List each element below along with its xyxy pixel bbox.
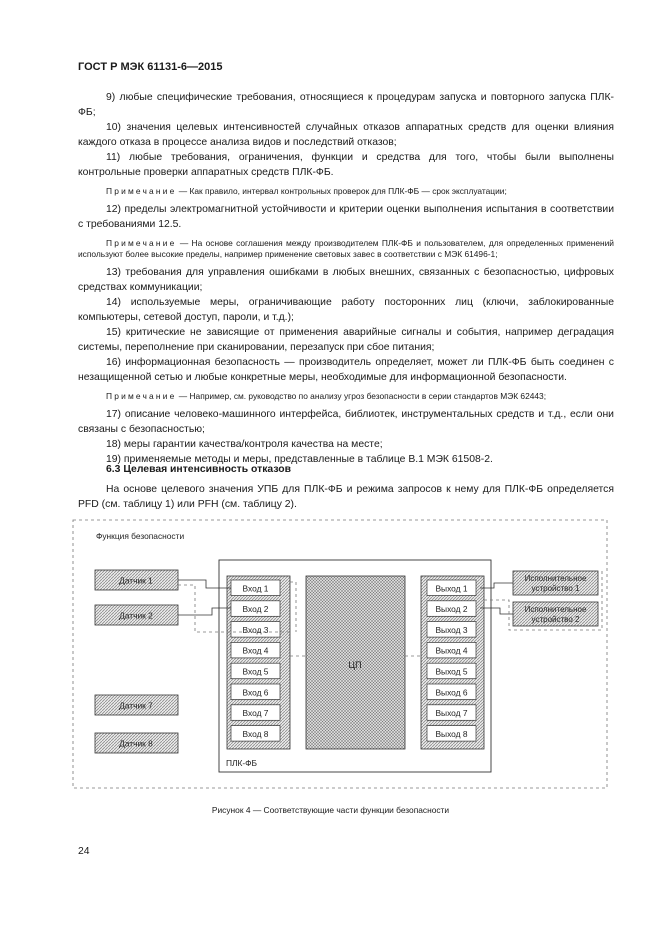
input-slot-2-label: Вход 2 — [242, 604, 269, 615]
note-label: Примечание — [106, 391, 177, 401]
input-slot-1-label: Вход 1 — [242, 583, 269, 594]
cpu-label: ЦП — [348, 660, 362, 670]
output-slot-3-label: Выход 3 — [435, 624, 468, 635]
document-code: ГОСТ Р МЭК 61131-6—2015 — [78, 61, 223, 73]
input-slot-4-label: Вход 4 — [242, 645, 269, 656]
section-title: 6.3 Целевая интенсивность отказов — [106, 464, 291, 475]
input-slot-3-label: Вход 3 — [242, 624, 269, 635]
list-item-9: 9) любые специфические требования, относящиеся к процедурам запуска и повторного запуска ПЛК-ФБ; — [78, 92, 614, 118]
input-slot-7-label: Вход 7 — [242, 708, 269, 719]
list-item-13: 13) требования для управления ошибками в любых внешних, связанных с безопасностью, цифровых средствах коммуникации; — [78, 267, 614, 293]
input-slot-6-label: Вход 6 — [242, 687, 269, 698]
list-item-12: 12) пределы электромагнитной устойчивости и критерии оценки выполнения испытания в соответствии с требованиями 12.5. — [78, 204, 614, 230]
note-label: Примечание — [106, 238, 177, 248]
output-slot-8-label: Выход 8 — [435, 728, 468, 739]
section-intro: На основе целевого значения УПБ для ПЛК-ФБ и режима запросов к нему для ПЛК-ФБ определяется PFD (см. таблицу 1) или PFH (см. таблицу 2). — [78, 484, 614, 510]
sensor-7-label: Датчик 7 — [119, 700, 153, 711]
sensor-8-label: Датчик 8 — [119, 738, 153, 749]
output-slot-2-label: Выход 2 — [435, 604, 468, 615]
output-slot-4-label: Выход 4 — [435, 645, 468, 656]
plc-label: ПЛК-ФБ — [226, 758, 258, 768]
actuator-2-line1: Исполнительное — [524, 605, 587, 614]
list-item-19: 19) применяемые методы и меры, представленные в таблице В.1 МЭК 61508-2. — [106, 454, 493, 465]
sensor-1-label: Датчик 1 — [119, 575, 153, 586]
output-slot-6-label: Выход 6 — [435, 687, 468, 698]
list-item-10: 10) значения целевых интенсивностей случайных отказов аппаратных средств для оценки влияния каждого отказа в процессе анализа видов и последствий отказов; — [78, 122, 614, 148]
output-slot-7-label: Выход 7 — [435, 708, 468, 719]
list-item-17: 17) описание человеко-машинного интерфейса, библиотек, инструментальных средств и т.д., если они связаны с безопасностью; — [78, 409, 614, 435]
note-label: Примечание — [106, 186, 177, 196]
sensor-2-label: Датчик 2 — [119, 610, 153, 621]
actuator-1-line2: устройство 1 — [531, 584, 580, 593]
list-item-16: 16) информационная безопасность — производитель определяет, может ли ПЛК-ФБ быть соединен с незащищенной сетью и любые конкретные меры, необходимые для информационной безопасности. — [78, 357, 614, 383]
note-text: — Например, см. руководство по анализу угроз безопасности в серии стандартов МЭК 62443; — [176, 391, 547, 401]
list-item-15: 15) критические не зависящие от применения аварийные сигналы и события, например деградация системы, переполнение при сканировании, перезапуск при сбое питания; — [78, 327, 614, 353]
note-text: — Как правило, интервал контрольных проверок для ПЛК-ФБ — срок эксплуатации; — [176, 186, 507, 196]
output-slot-1-label: Выход 1 — [435, 583, 468, 594]
figure-caption: Рисунок 4 — Соответствующие части функции безопасности — [211, 805, 450, 815]
output-slot-5-label: Выход 5 — [435, 666, 468, 677]
list-item-11: 11) любые требования, ограничения, функции и средства для того, чтобы были выполнены контрольные проверки аппаратных средств ПЛК-ФБ. — [78, 152, 614, 178]
page-number: 24 — [78, 846, 90, 857]
input-slot-8-label: Вход 8 — [242, 728, 269, 739]
safety-function-label: Функция безопасности — [96, 531, 185, 541]
actuator-1-line1: Исполнительное — [524, 574, 587, 583]
actuator-2-line2: устройство 2 — [531, 615, 580, 624]
list-item-14: 14) используемые меры, ограничивающие работу посторонних лиц (ключи, заблокированные компьютеры, сетевой доступ, пароли, и т.д.); — [78, 297, 614, 323]
note-text: — На основе соглашения между производителем ПЛК-ФБ и пользователем, для определенных применений используют более высокие пределы, например применение световых завес в соответствии с МЭК 61496-1; — [78, 238, 614, 259]
list-item-18: 18) меры гарантии качества/контроля качества на месте; — [106, 439, 383, 450]
input-slot-5-label: Вход 5 — [242, 666, 269, 677]
